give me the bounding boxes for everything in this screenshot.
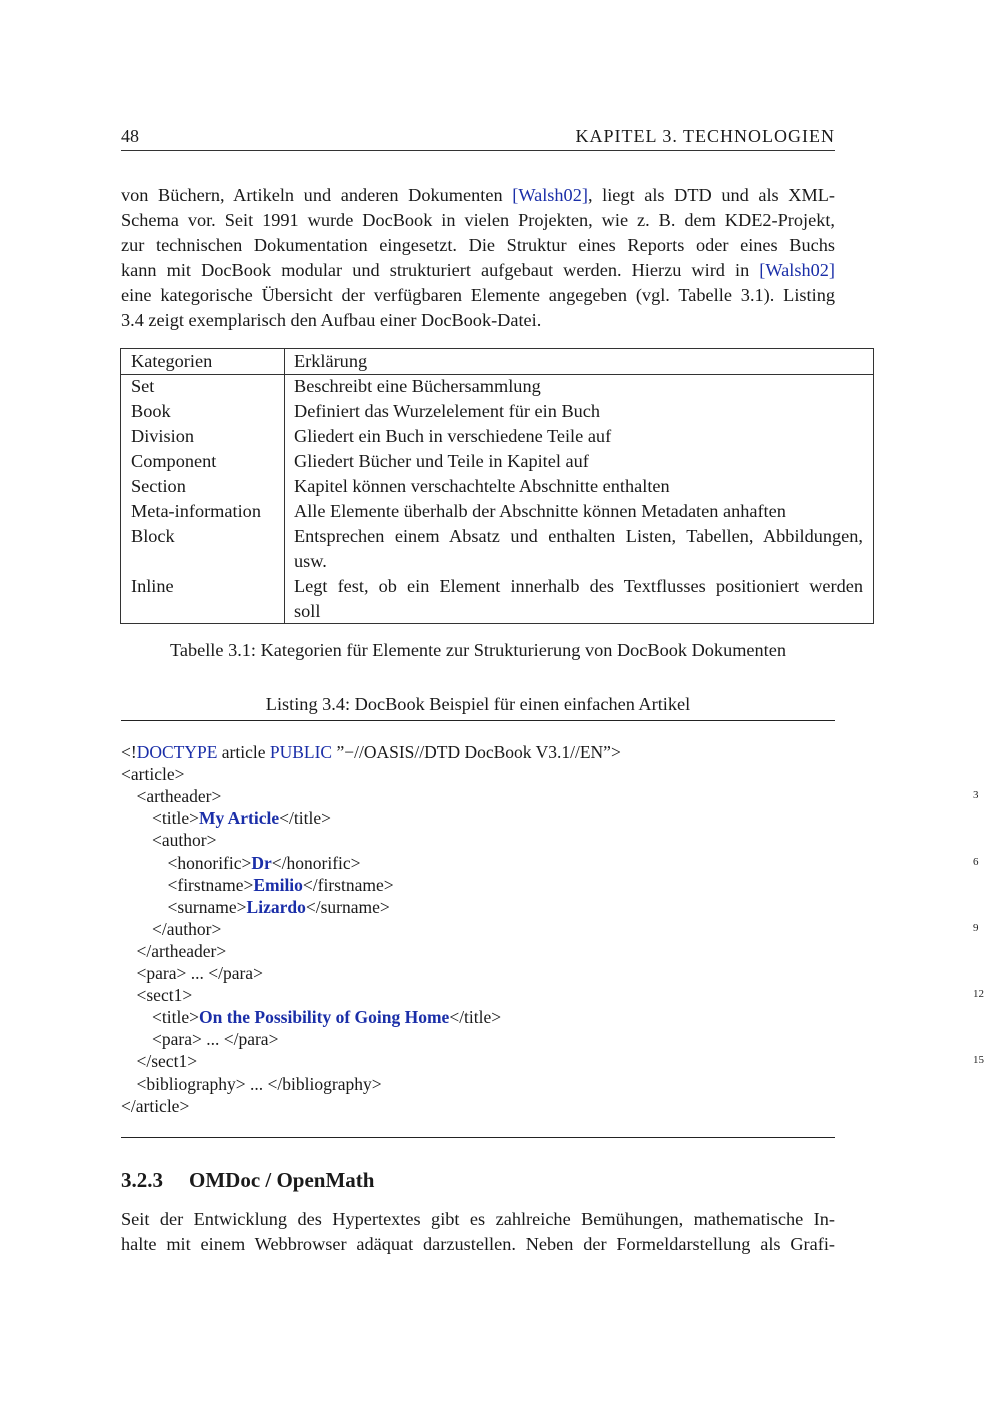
code-token: <artheader>: [136, 786, 222, 807]
code-line: [152, 807, 331, 829]
section-paragraph: [121, 1207, 835, 1257]
table-cell-explanation: Gliedert Bücher und Teile in Kapitel auf: [294, 451, 589, 471]
code-token: </honorific>: [271, 852, 361, 873]
code-token: <sect1>: [136, 985, 193, 1006]
code-token: ”−//OASIS//DTD DocBook V3.1//EN”>: [332, 742, 621, 762]
code-content: Dr: [251, 852, 272, 873]
citation-link[interactable]: [Walsh02]: [759, 260, 835, 280]
code-line: [137, 785, 222, 807]
code-token: </surname>: [305, 896, 390, 917]
code-token: </title>: [279, 808, 331, 829]
table-cell-category: Section: [131, 476, 186, 496]
chapter-title: KAPITEL 3. TECHNOLOGIEN: [575, 126, 835, 146]
table-header-cell: Erklärung: [294, 351, 368, 371]
code-token: <para> ... </para>: [136, 963, 263, 983]
table-cell-explanation: Entsprechen einem Absatz und enthalten Listen, Tabellen, Abbildungen, usw.: [294, 526, 863, 571]
code-token: article: [217, 742, 270, 762]
code-token: <para> ... </para>: [152, 1029, 279, 1050]
code-line: [137, 940, 227, 962]
code-line: [152, 1028, 278, 1050]
section-title: OMDoc / OpenMath: [189, 1168, 375, 1192]
code-line: [137, 1050, 198, 1072]
code-token: </title>: [449, 1007, 502, 1028]
code-token: <title>: [152, 1007, 199, 1028]
code-token: <!: [121, 742, 137, 762]
table-cell-explanation: Beschreibt eine Büchersammlung: [294, 376, 541, 396]
table-cell-category: Component: [131, 451, 217, 471]
code-line: [121, 1095, 189, 1117]
table-cell-category: Block: [131, 526, 175, 546]
code-token: <author>: [152, 830, 217, 851]
code-token: <title>: [152, 808, 199, 829]
code-line: [152, 829, 216, 851]
code-line: [152, 1006, 501, 1028]
paragraph-line: eine kategorische Übersicht der verfügbaren Elemente angegeben (vgl. Tabelle 3.1). Listing: [121, 285, 835, 305]
listing-top-rule: [121, 720, 835, 721]
page-number: 48: [121, 126, 139, 146]
line-number: 3: [973, 789, 979, 802]
code-line: [137, 1073, 382, 1095]
table-cell-category: Inline: [131, 576, 174, 596]
code-line: [137, 962, 263, 984]
intro-paragraph: [121, 183, 835, 333]
line-number: 6: [973, 855, 979, 868]
paragraph-line: 3.4 zeigt exemplarisch den Aufbau einer DocBook-Datei.: [121, 310, 542, 330]
code-content: Lizardo: [246, 896, 306, 917]
code-token: <honorific>: [167, 852, 252, 873]
code-line: [168, 896, 390, 918]
code-token: <article>: [121, 764, 185, 785]
code-token: </firstname>: [302, 874, 394, 895]
table-caption: Tabelle 3.1: Kategorien für Elemente zur Strukturierung von DocBook Dokumenten: [169, 640, 787, 660]
code-keyword: DOCTYPE: [136, 742, 218, 762]
code-line: [121, 763, 184, 785]
table-cell-category: Division: [131, 426, 194, 446]
table-cell-explanation: Definiert das Wurzelelement für ein Buch: [294, 401, 601, 421]
line-number: 12: [973, 988, 984, 1001]
paragraph-line: kann mit DocBook modular und strukturiert aufgebaut werden. Hierzu wird in [Walsh02]: [121, 260, 835, 280]
code-line: [137, 984, 193, 1006]
code-content: On the Possibility of Going Home: [198, 1007, 450, 1028]
table-header-cell: Kategorien: [131, 351, 213, 371]
section-heading: [121, 1168, 374, 1196]
citation-link[interactable]: [Walsh02]: [512, 185, 588, 205]
line-number: 9: [973, 921, 979, 934]
paragraph-line: halte mit einem Webbrowser adäquat darzustellen. Neben der Formeldarstellung als Grafi-: [121, 1234, 835, 1254]
paragraph-line: zur technischen Dokumentation eingesetzt. Die Struktur eines Reports oder eines Buchs: [121, 235, 835, 255]
code-line: [168, 874, 394, 896]
code-content: My Article: [198, 808, 280, 829]
line-number: 15: [973, 1054, 984, 1067]
table-cell-category: Book: [131, 401, 171, 421]
code-token: <surname>: [167, 896, 247, 917]
code-token: </artheader>: [136, 940, 227, 961]
paragraph-line: Seit der Entwicklung des Hypertextes gibt es zahlreiche Bemühungen, mathematische In-: [121, 1209, 835, 1229]
table-cell-category: Set: [131, 376, 155, 396]
table-cell-explanation: Alle Elemente überhalb der Abschnitte können Metadaten anhaften: [294, 501, 786, 521]
table-cell-explanation: Legt fest, ob ein Element innerhalb des Textflusses positioniert werden soll: [294, 576, 863, 621]
code-line: [168, 852, 361, 874]
running-header: [121, 124, 835, 151]
code-token: <firstname>: [167, 874, 254, 895]
paragraph-line: Schema vor. Seit 1991 wurde DocBook in vielen Projekten, wie z. B. dem KDE2-Projekt,: [121, 210, 835, 230]
paragraph-line: von Büchern, Artikeln und anderen Dokumenten [Walsh02], liegt als DTD und als XML-: [121, 185, 835, 205]
code-content: Emilio: [253, 874, 303, 895]
listing-bottom-rule: [121, 1137, 835, 1138]
code-token: </author>: [152, 918, 222, 939]
section-number: 3.2.3: [121, 1168, 163, 1192]
categories-table: [120, 348, 874, 624]
code-token: <bibliography> ... </bibliography>: [136, 1073, 382, 1094]
listing-caption: Listing 3.4: DocBook Beispiel für einen einfachen Artikel: [265, 694, 691, 714]
code-token: </article>: [121, 1095, 190, 1116]
code-keyword: PUBLIC: [269, 742, 333, 762]
table-cell-explanation: Gliedert ein Buch in verschiedene Teile auf: [294, 426, 612, 446]
code-line: [121, 741, 621, 763]
table-cell-explanation: Kapitel können verschachtelte Abschnitte enthalten: [294, 476, 670, 496]
code-line: [152, 918, 221, 940]
table-column-divider: [284, 349, 285, 623]
table-cell-category: Meta-information: [131, 501, 261, 521]
code-token: </sect1>: [136, 1051, 198, 1072]
